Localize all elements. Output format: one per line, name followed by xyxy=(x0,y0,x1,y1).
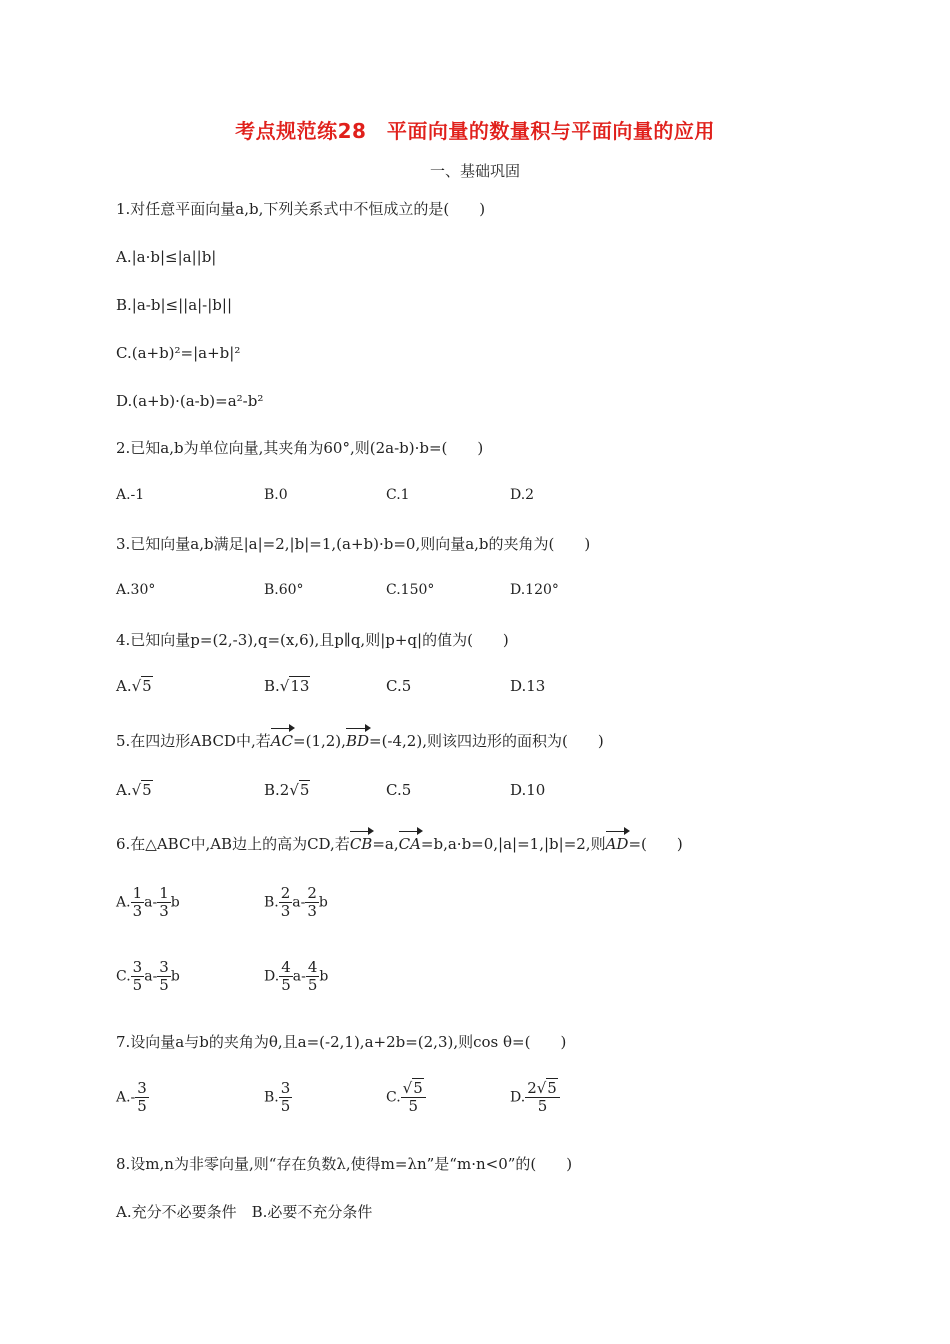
sqrt-symbol: √5 xyxy=(402,1079,423,1097)
question-1-option-a: A.|a·b|≤|a||b| xyxy=(116,248,217,266)
question-5-option-b xyxy=(264,781,310,799)
term: a- xyxy=(292,968,306,985)
question-1-option-c: C.(a+b)²=|a+b|² xyxy=(116,344,241,362)
term: b xyxy=(319,968,329,985)
question-2-option-d: D.2 xyxy=(510,487,535,503)
fraction xyxy=(279,885,293,920)
numerator: 4 xyxy=(281,958,291,976)
page-title: 考点规范练28 平面向量的数量积与平面向量的应用 xyxy=(235,119,715,143)
denominator: 3 xyxy=(159,902,169,920)
question-6-option-b xyxy=(264,885,328,920)
stem-text: 5.在四边形ABCD中,若 xyxy=(116,732,271,750)
question-3-stem: 3.已知向量a,b满足|a|=2,|b|=1,(a+b)·b=0,则向量a,b的夹角为( ) xyxy=(116,535,591,553)
fraction xyxy=(279,1080,293,1115)
numerator: 1 xyxy=(132,884,143,902)
fraction xyxy=(305,885,319,920)
stem-text: =(1,2), xyxy=(293,732,346,750)
term: b xyxy=(318,894,328,911)
option-label: A. xyxy=(116,781,132,799)
sqrt-symbol: √13 xyxy=(279,677,310,695)
fraction xyxy=(131,885,145,920)
sqrt-symbol: √5 xyxy=(131,781,152,799)
option-label: D. xyxy=(264,968,280,985)
vector-ac: AC xyxy=(270,732,294,750)
section-title: 一、基础巩固 xyxy=(429,162,520,180)
option-label: A.- xyxy=(116,1089,136,1106)
question-1-option-d: D.(a+b)·(a-b)=a²-b² xyxy=(116,392,264,410)
numerator: 3 xyxy=(137,1079,147,1097)
radicand: 5 xyxy=(142,677,152,695)
radicand: 5 xyxy=(547,1079,557,1097)
question-6-option-a xyxy=(116,885,180,920)
question-2-option-a: A.-1 xyxy=(116,487,145,503)
question-2-stem: 2.已知a,b为单位向量,其夹角为60°,则(2a-b)·b=( ) xyxy=(116,439,484,457)
term: a- xyxy=(144,894,158,911)
numerator: 3 xyxy=(159,958,169,976)
numerator xyxy=(401,1080,426,1098)
question-6-option-c xyxy=(116,959,180,994)
numerator: 3 xyxy=(132,958,143,976)
fraction xyxy=(135,1080,149,1115)
denominator: 5 xyxy=(281,976,291,994)
question-6-option-d xyxy=(264,959,328,994)
question-5-option-d: D.10 xyxy=(510,781,546,799)
question-4-option-b xyxy=(264,677,310,695)
option-label: A. xyxy=(116,894,131,911)
question-7-option-a xyxy=(116,1080,149,1115)
question-4-stem: 4.已知向量p=(2,-3),q=(x,6),且p∥q,则|p+q|的值为( ) xyxy=(116,631,509,649)
denominator: 5 xyxy=(159,976,169,994)
stem-text: =( ) xyxy=(628,835,683,853)
fraction xyxy=(157,885,171,920)
denominator: 5 xyxy=(132,976,143,994)
option-label: C. xyxy=(386,1089,401,1106)
question-7-option-b xyxy=(264,1080,292,1115)
question-3-option-b: B.60° xyxy=(264,582,304,598)
vector-ad: AD xyxy=(605,835,629,853)
term: b xyxy=(170,894,180,911)
question-2-option-c: C.1 xyxy=(386,487,410,503)
question-1-option-b: B.|a-b|≤||a|-|b|| xyxy=(116,296,233,314)
fraction xyxy=(306,959,320,994)
option-label: B.2 xyxy=(264,781,290,799)
question-4-option-d: D.13 xyxy=(510,677,546,695)
stem-text: =(-4,2),则该四边形的面积为( ) xyxy=(369,732,604,750)
term: a- xyxy=(144,968,158,985)
option-label: C. xyxy=(116,968,131,985)
numerator: 2 xyxy=(307,884,317,902)
denominator: 3 xyxy=(280,902,291,920)
option-label: B. xyxy=(264,1089,279,1106)
option-label: B. xyxy=(264,894,279,911)
fraction xyxy=(157,959,171,994)
option-label: A. xyxy=(116,677,132,695)
fraction xyxy=(401,1080,426,1115)
fraction xyxy=(279,959,293,994)
question-7-option-d xyxy=(510,1080,560,1115)
option-label: B. xyxy=(264,677,280,695)
question-8-options-ab: A.充分不必要条件 B.必要不充分条件 xyxy=(116,1203,373,1221)
term: b xyxy=(170,968,180,985)
radicand: 5 xyxy=(413,1079,423,1097)
stem-text: =a, xyxy=(372,835,399,853)
question-1-stem: 1.对任意平面向量a,b,下列关系式中不恒成立的是( ) xyxy=(116,200,486,218)
vector-ca: CA xyxy=(398,835,421,853)
radicand: 5 xyxy=(299,781,310,799)
term: a- xyxy=(292,894,306,911)
vector-bd: BD xyxy=(345,732,369,750)
question-2-option-b: B.0 xyxy=(264,487,288,503)
numerator: 4 xyxy=(307,958,318,976)
question-4-option-a xyxy=(116,677,153,695)
sqrt-symbol: √5 xyxy=(536,1079,557,1097)
sqrt-symbol: √5 xyxy=(131,677,152,695)
fraction xyxy=(525,1080,560,1115)
stem-text: =b,a·b=0,|a|=1,|b|=2,则 xyxy=(420,835,606,853)
vector-cb: CB xyxy=(349,835,373,853)
radicand: 13 xyxy=(290,677,310,695)
numerator: 1 xyxy=(159,884,169,902)
question-3-option-d: D.120° xyxy=(510,582,559,598)
fraction xyxy=(131,959,145,994)
denominator: 3 xyxy=(307,902,317,920)
question-5-option-c: C.5 xyxy=(386,781,412,799)
denominator: 5 xyxy=(137,1097,147,1115)
question-7-stem: 7.设向量a与b的夹角为θ,且a=(-2,1),a+2b=(2,3),则cos θ=( ) xyxy=(116,1033,567,1051)
question-3-option-c: C.150° xyxy=(386,582,435,598)
question-5-option-a xyxy=(116,781,153,799)
denominator: 5 xyxy=(537,1097,548,1115)
question-3-option-a: A.30° xyxy=(116,582,156,598)
question-6-stem xyxy=(116,833,683,855)
question-4-option-c: C.5 xyxy=(386,677,412,695)
question-7-option-c xyxy=(386,1080,426,1115)
denominator: 5 xyxy=(280,1097,291,1115)
denominator: 5 xyxy=(307,976,318,994)
sqrt-symbol: √5 xyxy=(289,781,310,799)
coefficient: 2 xyxy=(527,1079,537,1097)
question-8-stem: 8.设m,n为非零向量,则“存在负数λ,使得m=λn”是“m·n<0”的( ) xyxy=(116,1155,573,1173)
denominator: 5 xyxy=(408,1097,418,1115)
numerator: 3 xyxy=(280,1079,291,1097)
option-label: D. xyxy=(510,1089,526,1106)
stem-text: 6.在△ABC中,AB边上的高为CD,若 xyxy=(116,835,350,853)
numerator xyxy=(525,1080,560,1098)
denominator: 3 xyxy=(132,902,143,920)
numerator: 2 xyxy=(280,884,291,902)
radicand: 5 xyxy=(142,781,152,799)
question-5-stem xyxy=(116,730,604,752)
